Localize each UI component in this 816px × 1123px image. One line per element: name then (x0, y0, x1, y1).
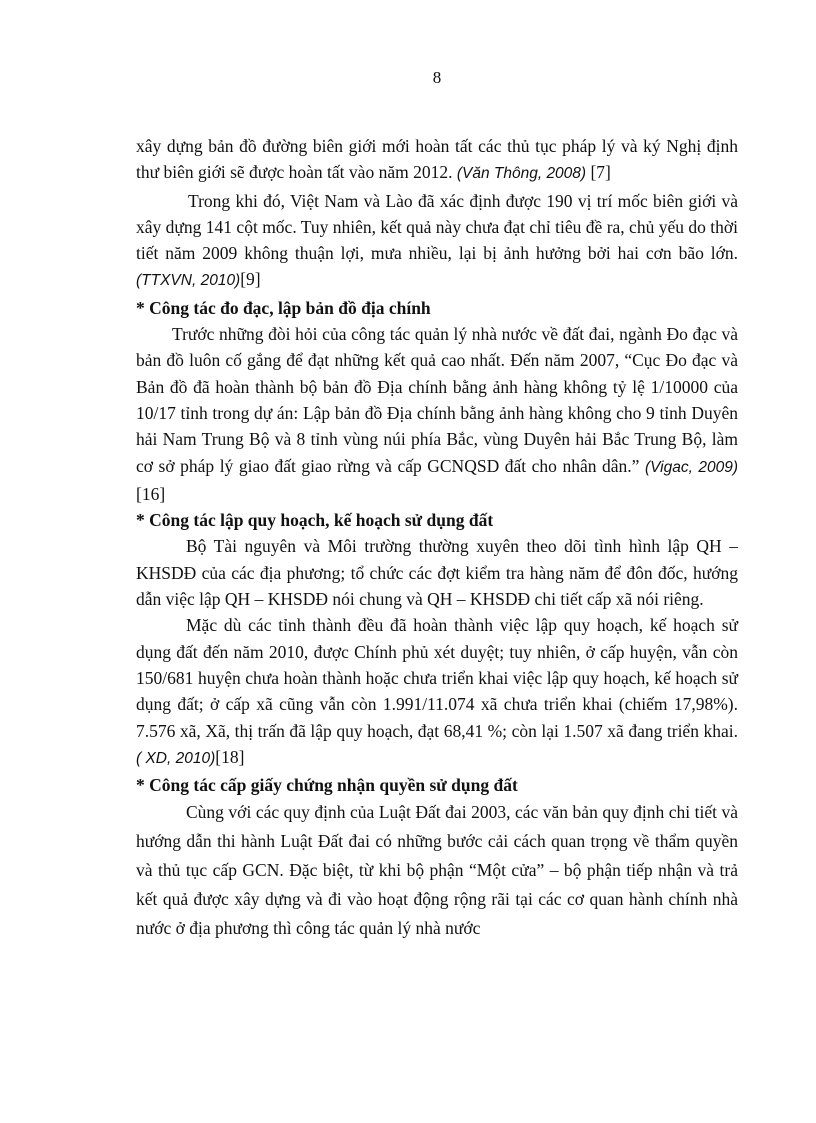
paragraph-text: Trước những đòi hỏi của công tác quản lý nhà nước về đất đai, ngành Đo đạc và bản đồ luôn cố gắng để đạt những kết quả cao nhất. Đến năm 2007, “Cục Đo đạc và Bản đồ đã hoàn thành bộ bản đồ Địa chính bằng ảnh hàng không tỷ lệ 1/10000 của 10/17 tỉnh trong dự án: Lập bản đồ Địa chính bằng ảnh hàng không cho 9 tỉnh Duyên hải Nam Trung Bộ và 8 tỉnh vùng núi phía Bắc, vùng Duyên hải Bắc Trung Bộ, làm cơ sở pháp lý giao đất giao rừng và cấp GCNQSD đất cho nhân dân.” (136, 324, 738, 476)
reference-number: [7] (586, 162, 611, 183)
reference-number: [9] (240, 269, 261, 290)
paragraph-ministry-monitoring (136, 533, 738, 612)
paragraph-text: Trong khi đó, Việt Nam và Lào đã xác định được 190 vị trí mốc biên giới và xây dựng 141 cột mốc. Tuy nhiên, kết quả này chưa đạt chỉ tiêu đề ra, chủ yếu do thời tiết năm 2009 không thuận lợi, mưa nhiều, lại bị ảnh hưởng bởi hai cơn bão lớn. (136, 190, 738, 264)
paragraph-border-mapping (136, 133, 738, 188)
page-number: 8 (432, 68, 442, 87)
section-heading-land-use-planning: * Công tác lập quy hoạch, kế hoạch sử dụng đất (136, 510, 494, 531)
section-heading-cadastral-survey: * Công tác đo đạc, lập bản đồ địa chính (136, 297, 431, 318)
paragraph-text: xây dựng bản đồ đường biên giới mới hoàn tất các thủ tục pháp lý và ký Nghị định thư biên giới sẽ được hoàn tất vào năm 2012. (136, 136, 738, 183)
citation: (Văn Thông, 2008) (456, 165, 587, 183)
paragraph-planning-status (136, 612, 738, 772)
document-body (136, 133, 738, 943)
paragraph-text: Cùng với các quy định của Luật Đất đai 2003, các văn bản quy định chi tiết và hướng dẫn thi hành Luật Đất đai có những bước cải cách quan trọng về thẩm quyền và thủ tục cấp GCN. Đặc biệt, từ khi bộ phận “Một cửa” – bộ phận tiếp nhận và trả kết quả được xây dựng và đi vào hoạt động rộng rãi tại các cơ quan hành chính nhà nước ở địa phương thì công tác quản lý nhà nước (136, 802, 738, 939)
paragraph-text: Bộ Tài nguyên và Môi trường thường xuyên theo dõi tình hình lập QH – KHSDĐ của các địa phương; tổ chức các đợt kiểm tra hàng năm để đôn đốc, hướng dẫn việc lập QH – KHSDĐ nói chung và QH – KHSDĐ chi tiết cấp xã nói riêng. (136, 536, 738, 610)
paragraph-certificate-procedures (136, 798, 738, 943)
section-heading-land-certificates: * Công tác cấp giấy chứng nhận quyền sử dụng đất (136, 775, 518, 796)
citation: (TTXVN, 2010) (136, 272, 241, 290)
reference-number: [16] (136, 483, 166, 504)
paragraph-survey-mapping (136, 321, 738, 507)
citation: ( XD, 2010) (136, 749, 216, 767)
paragraph-vietnam-laos (136, 188, 738, 295)
paragraph-text: Mặc dù các tỉnh thành đều đã hoàn thành việc lập quy hoạch, kế hoạch sử dụng đất đến năm 2010, được Chính phủ xét duyệt; tuy nhiên, ở cấp huyện, vẫn còn 150/681 huyện chưa hoàn thành hoặc chưa triển khai việc lập quy hoạch, kế hoạch sử dụng đất; ở cấp xã cũng vẫn còn 1.991/11.074 xã chưa triển khai (chiếm 17,98%). 7.576 xã, Xã, thị trấn đã lập quy hoạch, đạt 68,41 %; còn lại 1.507 xã đang triển khai. (136, 615, 738, 741)
reference-number: [18] (215, 746, 245, 767)
citation: (Vigac, 2009) (644, 458, 739, 476)
